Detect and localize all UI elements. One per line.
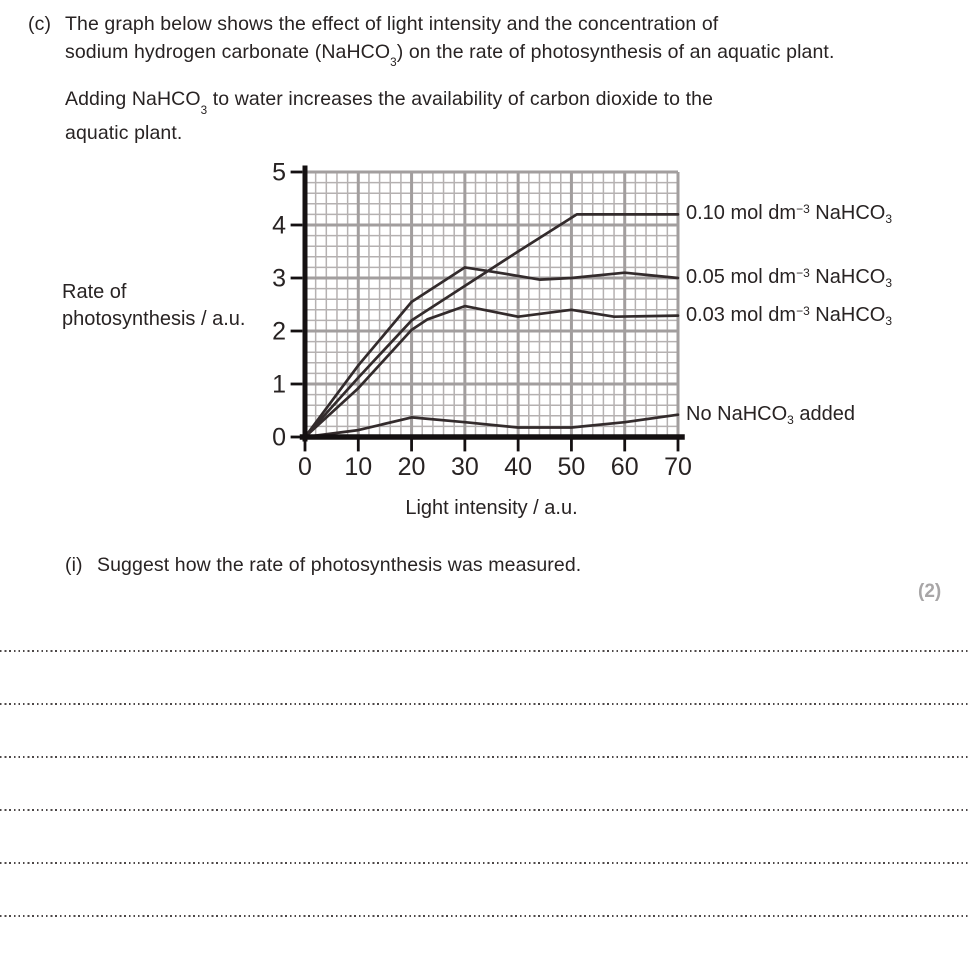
para2-line2: aquatic plant.: [65, 122, 183, 145]
answer-dotted-line: [0, 756, 968, 758]
chart-canvas: [255, 150, 695, 485]
para2-line1-post: to water increases the availability of carbon dioxide to the: [207, 88, 714, 110]
intro-line1: The graph below shows the effect of light intensity and the concentration of: [65, 13, 719, 35]
answer-dotted-line: [0, 809, 968, 811]
legend-text: added: [793, 403, 855, 425]
grid-minor: [305, 172, 678, 437]
question-para2: [65, 86, 915, 148]
intro-line2-sub: 3: [390, 56, 397, 70]
y-tick-label: 1: [272, 370, 286, 399]
x-tick-label: 10: [344, 453, 373, 481]
x-tick-label: 0: [298, 453, 312, 481]
x-axis-label: Light intensity / a.u.: [405, 497, 578, 519]
y-tick-label: 4: [272, 211, 286, 240]
question-part-label: (c): [28, 13, 52, 35]
legend-label-1: [686, 264, 892, 292]
series-line-0: [305, 214, 678, 437]
legend-sub: 3: [885, 276, 893, 291]
y-tick-label: 0: [272, 423, 286, 452]
para2-line1-pre: Adding NaHCO: [65, 88, 201, 110]
y-axis-label: [62, 279, 245, 333]
legend-label-2: [686, 302, 892, 330]
legend-sub: 3: [885, 212, 893, 227]
legend-text: No NaHCO: [686, 403, 788, 425]
legend-text: 0.10 mol dm: [686, 202, 797, 224]
question-intro: [65, 11, 915, 73]
x-tick-label: 50: [557, 453, 586, 481]
answer-dotted-line: [0, 650, 968, 652]
legend-text: 0.03 mol dm: [686, 304, 797, 326]
grid-major: [305, 172, 678, 437]
y-tick-label: 5: [272, 158, 286, 187]
legend-sub: 3: [885, 314, 893, 329]
y-tick-label: 2: [272, 317, 286, 346]
legend-label-3: [686, 401, 855, 429]
y-axis-label-line2: photosynthesis / a.u.: [62, 308, 246, 330]
y-tick-label: 3: [272, 264, 286, 293]
data-series: [305, 214, 678, 437]
legend-sup: −3: [796, 202, 810, 216]
legend-text: NaHCO: [809, 202, 886, 224]
sub-question-label: (i): [65, 554, 83, 576]
legend-sup: −3: [796, 304, 810, 318]
legend-text: NaHCO: [809, 266, 886, 288]
x-tick-label: 30: [450, 453, 479, 481]
marks-badge: (2): [918, 581, 942, 602]
series-line-2: [305, 306, 678, 437]
legend-text: NaHCO: [809, 304, 886, 326]
answer-dotted-line: [0, 915, 968, 917]
intro-line2-pre: sodium hydrogen carbonate (NaHCO: [65, 40, 391, 63]
intro-line2-post: ) on the rate of photosynthesis of an aquatic plant.: [396, 40, 835, 63]
sub-question: [65, 552, 581, 580]
x-tick-label: 40: [504, 453, 533, 481]
para2-line1-sub: 3: [200, 103, 208, 117]
answer-dotted-line: [0, 862, 968, 864]
photosynthesis-chart: [255, 150, 968, 532]
legend-sup: −3: [796, 266, 810, 280]
legend-sub: 3: [787, 413, 794, 428]
x-tick-label: 20: [397, 453, 426, 481]
sub-question-text: Suggest how the rate of photosynthesis was measured.: [97, 554, 582, 576]
y-axis-label-line1: Rate of: [62, 281, 127, 303]
x-tick-label: 70: [664, 453, 692, 481]
legend-text: 0.05 mol dm: [686, 266, 797, 288]
answer-dotted-line: [0, 703, 968, 705]
legend-label-0: [686, 200, 892, 228]
x-tick-label: 60: [610, 453, 639, 481]
